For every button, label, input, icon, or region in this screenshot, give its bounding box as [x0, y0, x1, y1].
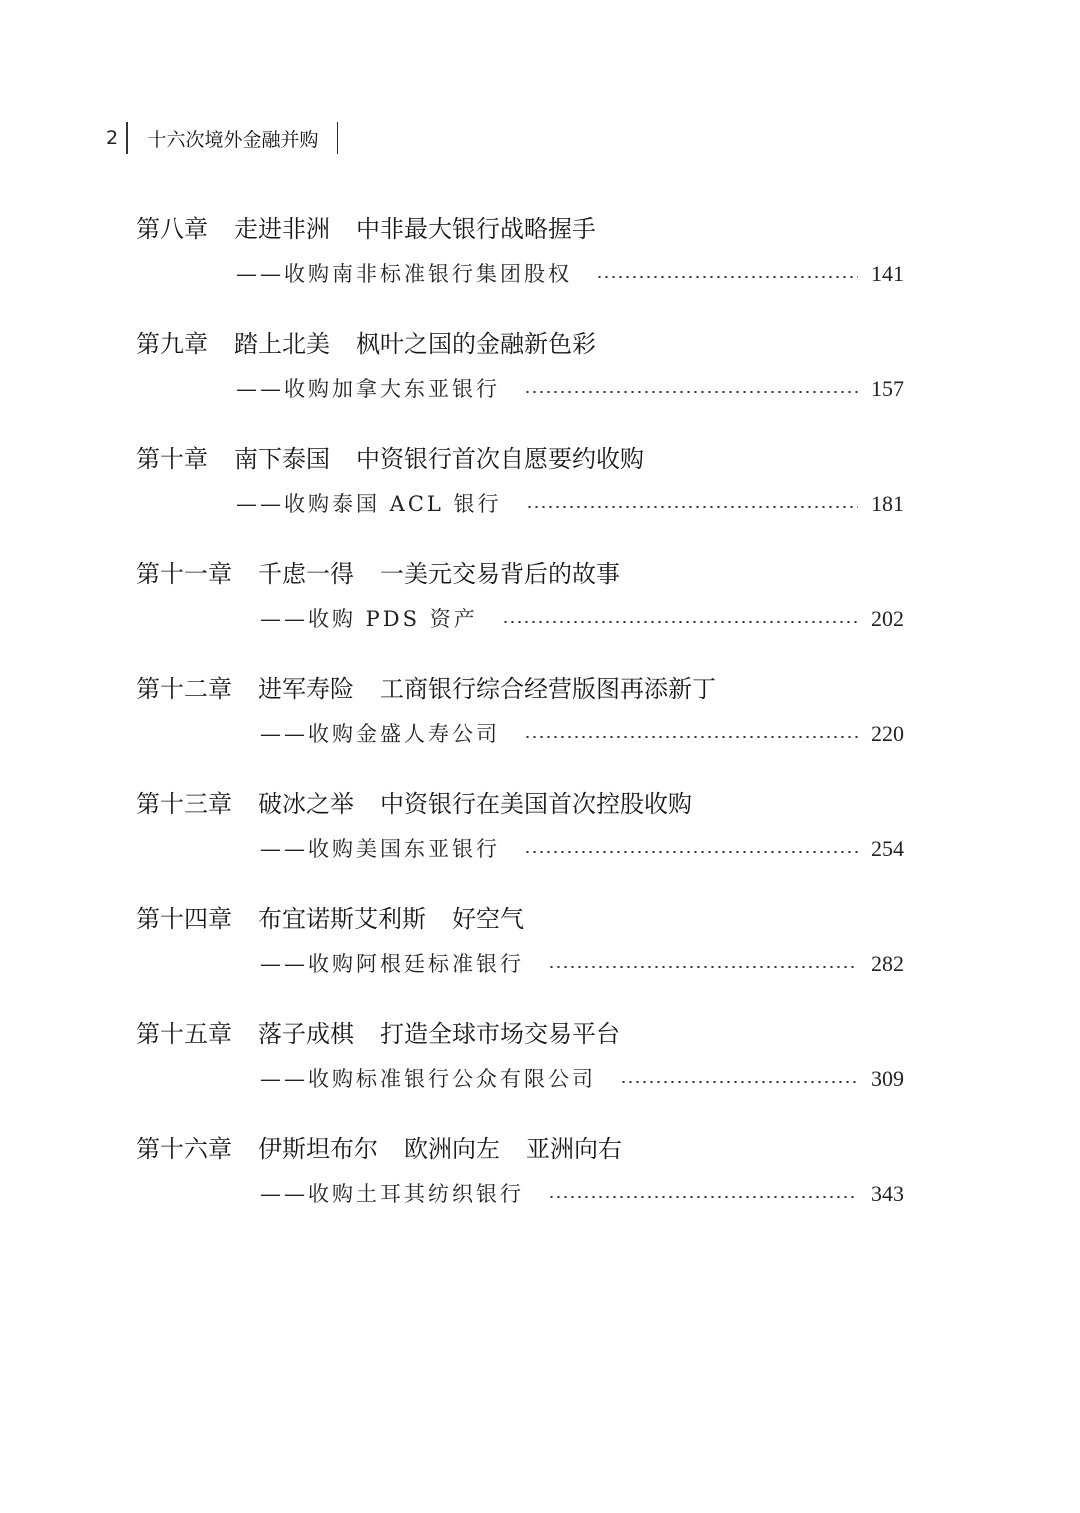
title-part-a: 伊斯坦布尔	[258, 1135, 378, 1163]
entry-subtitle: ——收购金盛人寿公司	[260, 722, 500, 746]
title-part-b: 一美元交易背后的故事	[380, 560, 620, 588]
title-part-a: 千虑一得	[258, 560, 354, 588]
entry-subtitle: ——收购标准银行公众有限公司	[260, 1067, 596, 1091]
entry-subtitle-line	[260, 949, 904, 979]
toc-entry[interactable]	[0, 1134, 1080, 1234]
entry-subtitle-line	[260, 1064, 904, 1094]
toc-entry[interactable]	[0, 559, 1080, 659]
entry-title	[136, 444, 644, 474]
title-part-b: 中资银行在美国首次控股收购	[380, 790, 692, 818]
dot-leader	[620, 1081, 858, 1083]
title-part-b: 中非最大银行战略握手	[356, 215, 596, 243]
toc-entry[interactable]	[0, 329, 1080, 429]
entry-title	[136, 559, 620, 589]
title-part-b: 好空气	[452, 905, 524, 933]
toc-entry[interactable]	[0, 789, 1080, 889]
title-part-a: 破冰之举	[258, 790, 354, 818]
dot-leader	[526, 506, 858, 508]
chapter-label: 第十三章	[136, 790, 232, 818]
entry-title	[136, 214, 596, 244]
entry-subtitle: ——收购土耳其纺织银行	[260, 1182, 524, 1206]
page-reference: 343	[871, 1181, 904, 1206]
entry-subtitle-line	[236, 259, 904, 289]
book-title: 十六次境外金融并购	[147, 128, 319, 151]
chapter-label: 第十六章	[136, 1135, 232, 1163]
title-part-a: 走进非洲	[234, 215, 330, 243]
title-part-a: 踏上北美	[234, 330, 330, 358]
entry-subtitle: ——收购加拿大东亚银行	[236, 377, 500, 401]
chapter-label: 第十四章	[136, 905, 232, 933]
entry-subtitle: ——收购南非标准银行集团股权	[236, 262, 572, 286]
title-part-a: 落子成棋	[258, 1020, 354, 1048]
dot-leader	[596, 276, 858, 278]
entry-subtitle-line	[260, 604, 904, 634]
running-head	[106, 121, 338, 155]
page-reference: 309	[871, 1066, 904, 1091]
toc-entry[interactable]	[0, 1019, 1080, 1119]
page-reference: 282	[871, 951, 904, 976]
entry-subtitle: ——收购美国东亚银行	[260, 837, 500, 861]
chapter-label: 第十章	[136, 445, 208, 473]
title-part-a: 进军寿险	[258, 675, 354, 703]
page-reference: 220	[871, 721, 904, 746]
title-part-b: 工商银行综合经营版图再添新丁	[380, 675, 716, 703]
entry-subtitle-line	[236, 489, 904, 519]
entry-subtitle-line	[260, 834, 904, 864]
title-part-a: 南下泰国	[234, 445, 330, 473]
page-reference: 181	[871, 491, 904, 516]
dot-leader	[524, 391, 858, 393]
toc-entry[interactable]	[0, 444, 1080, 544]
chapter-label: 第十一章	[136, 560, 232, 588]
title-part-a: 布宜诺斯艾利斯	[258, 905, 426, 933]
chapter-label: 第十五章	[136, 1020, 232, 1048]
page-reference: 141	[871, 261, 904, 286]
dot-leader	[548, 966, 858, 968]
entry-subtitle: ——收购泰国 ACL 银行	[236, 492, 502, 516]
chapter-label: 第九章	[136, 330, 208, 358]
entry-subtitle-line	[260, 1179, 904, 1209]
title-part-c: 亚洲向右	[526, 1135, 622, 1163]
title-part-b: 中资银行首次自愿要约收购	[356, 445, 644, 473]
chapter-label: 第十二章	[136, 675, 232, 703]
dot-leader	[524, 736, 858, 738]
entry-title	[136, 1134, 622, 1164]
dot-leader	[524, 851, 858, 853]
entry-title	[136, 329, 596, 359]
entry-subtitle: ——收购 PDS 资产	[260, 607, 478, 631]
entry-title	[136, 904, 524, 934]
title-part-b: 打造全球市场交易平台	[380, 1020, 620, 1048]
entry-subtitle-line	[236, 374, 904, 404]
header-divider	[337, 122, 339, 154]
title-part-b: 枫叶之国的金融新色彩	[356, 330, 596, 358]
entry-title	[136, 789, 692, 819]
page-number: 2	[106, 127, 119, 149]
page-reference: 157	[871, 376, 904, 401]
entry-subtitle-line	[260, 719, 904, 749]
entry-title	[136, 1019, 620, 1049]
dot-leader	[502, 621, 858, 623]
entry-subtitle: ——收购阿根廷标准银行	[260, 952, 524, 976]
chapter-label: 第八章	[136, 215, 208, 243]
page-reference: 254	[871, 836, 904, 861]
entry-title	[136, 674, 716, 704]
dot-leader	[548, 1196, 858, 1198]
toc-entry[interactable]	[0, 674, 1080, 774]
title-part-b: 欧洲向左	[404, 1135, 500, 1163]
page-reference: 202	[871, 606, 904, 631]
toc-entry[interactable]	[0, 904, 1080, 1004]
toc-entry[interactable]	[0, 214, 1080, 314]
